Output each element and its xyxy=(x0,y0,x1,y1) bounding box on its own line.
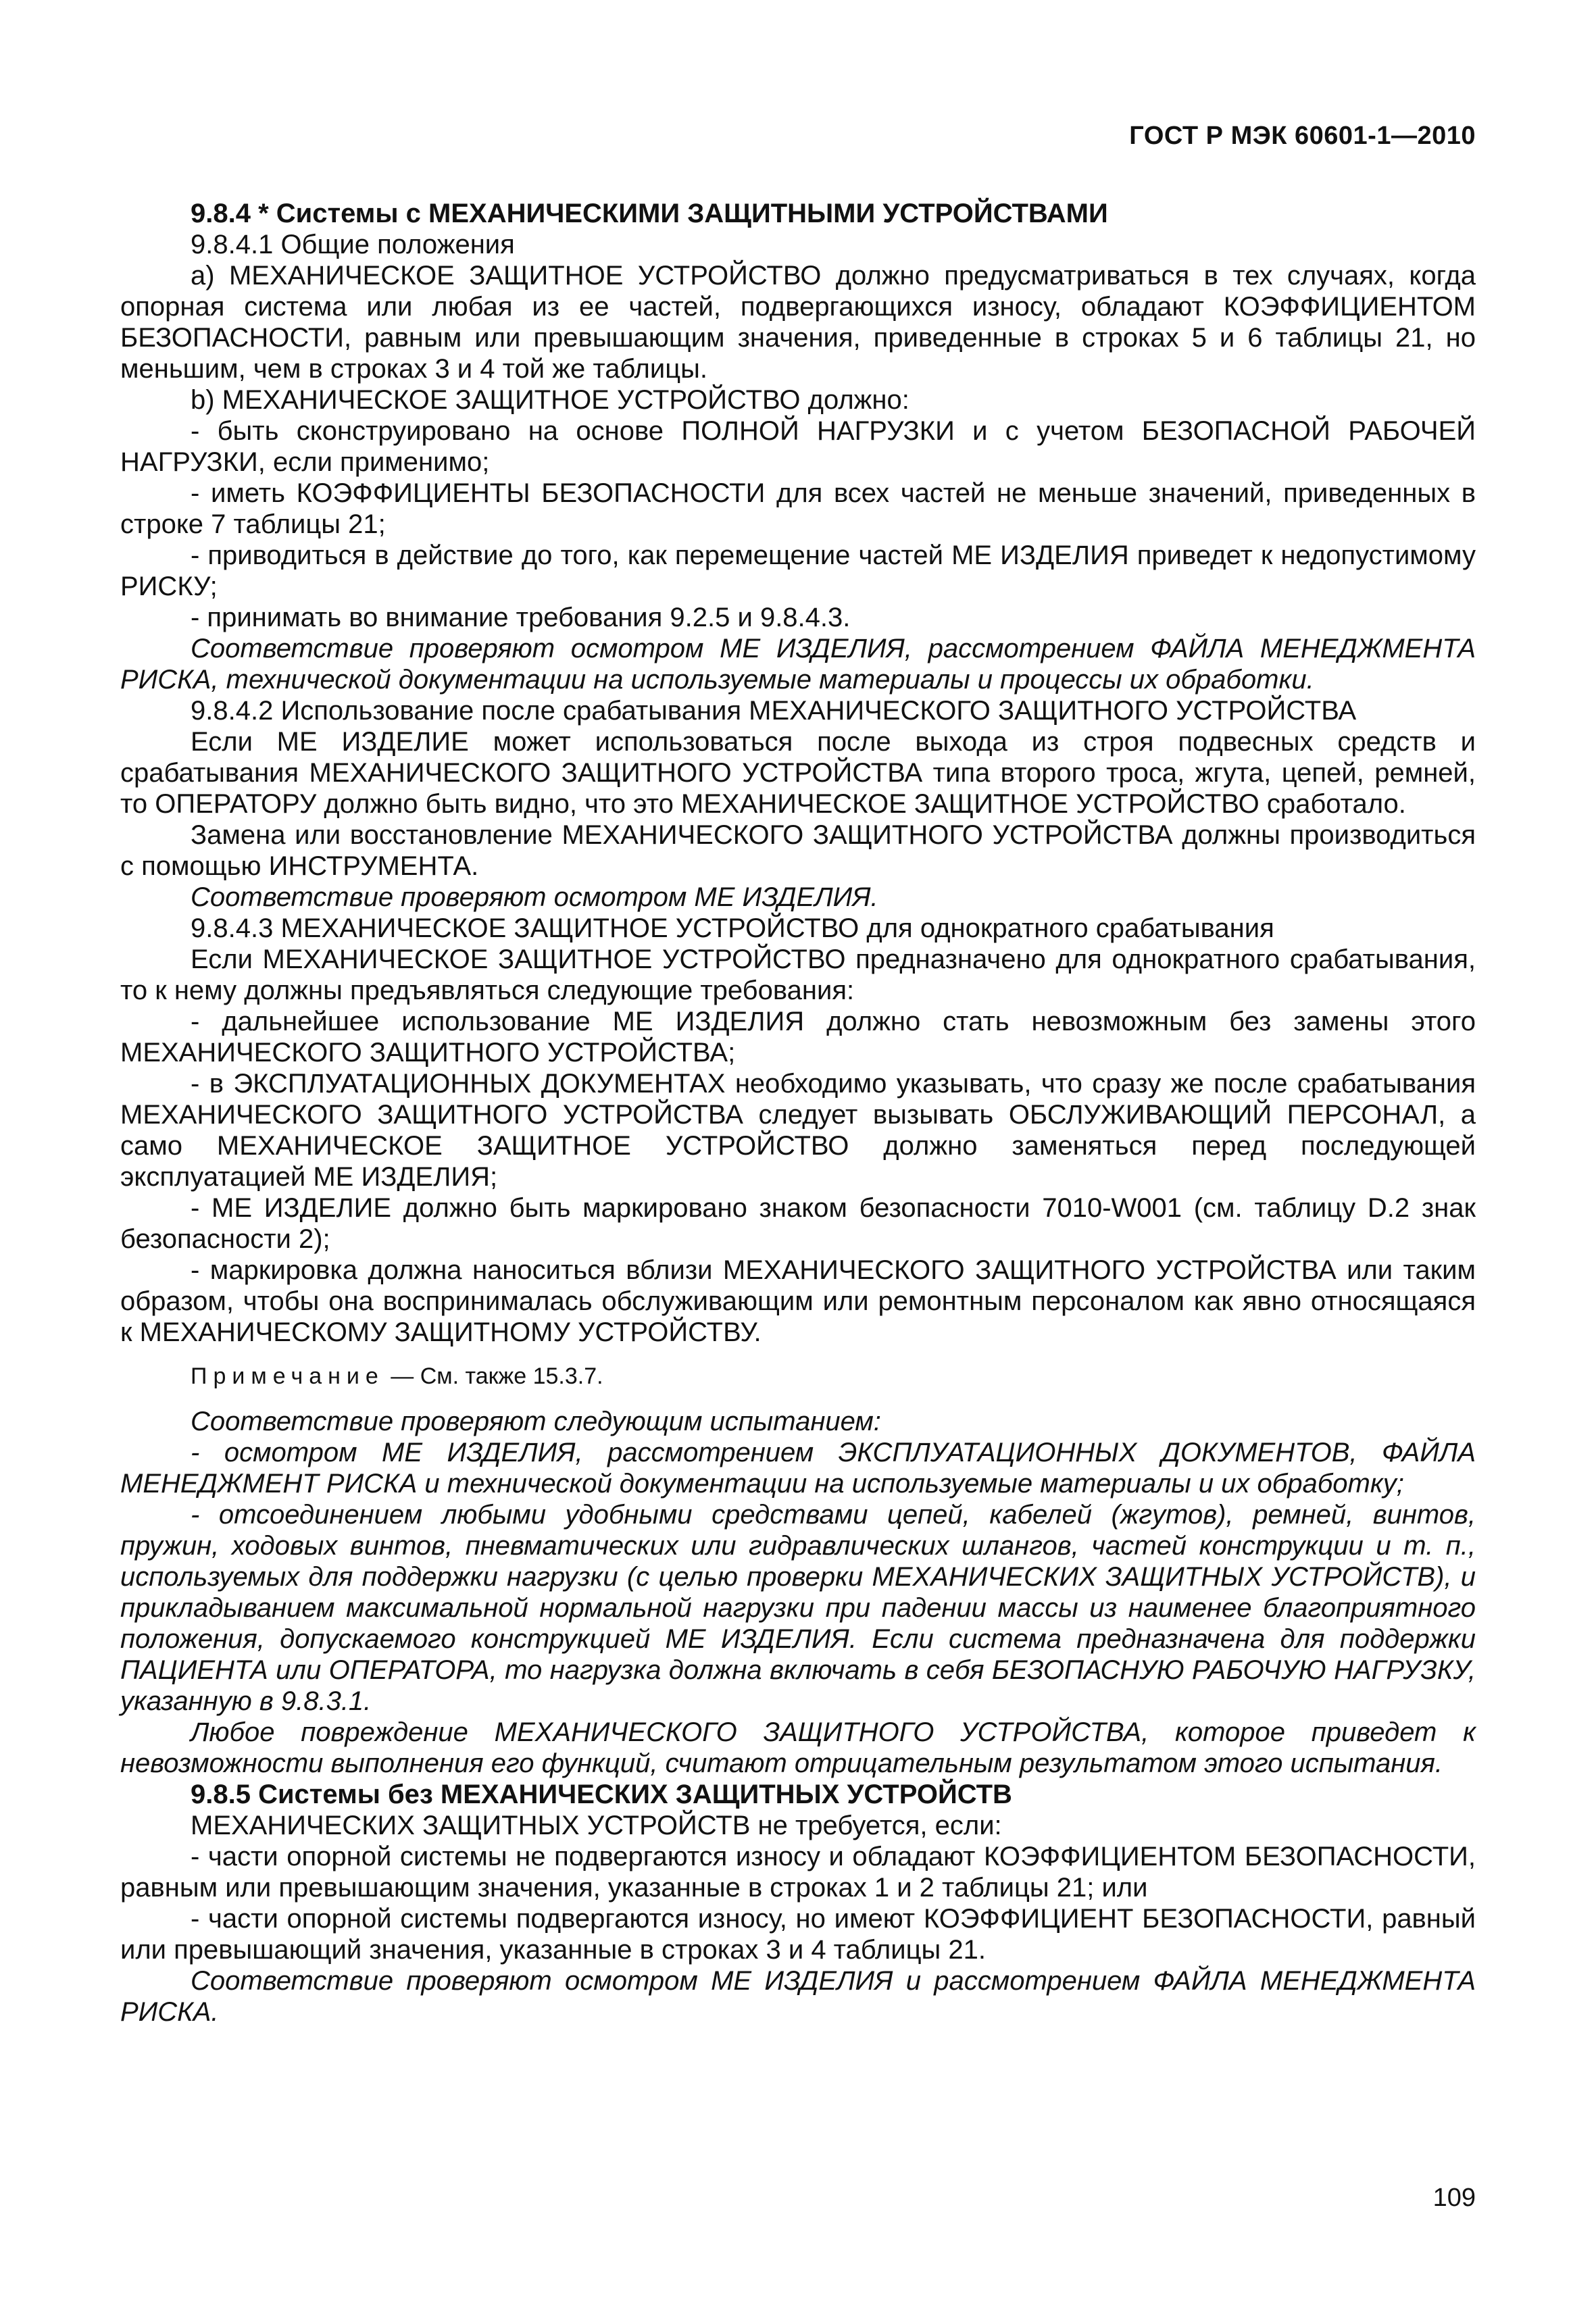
note-label: Примечание xyxy=(191,1363,384,1389)
paragraph: - быть сконструировано на основе ПОЛНОЙ НАГРУЗКИ и с учетом БЕЗОПАСНОЙ РАБОЧЕЙ НАГРУЗКИ, если применимо; xyxy=(120,416,1476,477)
paragraph: - отсоединением любыми удобными средствами цепей, кабелей (жгутов), ремней, винтов, пружин, ходовых винтов, пневматических или гидравлических шлангов, частей конструкции и т. п., используемых для поддержки нагрузки (с целью проверки МЕХАНИЧЕСКИХ ЗАЩИТНЫХ УСТРОЙСТВ), и прикладыванием максимальной нормальной нагрузки при падении массы из наименее благоприятного положения, допускаемого конструкцией МЕ ИЗДЕЛИЯ. Если система предназначена для поддержки ПАЦИЕНТА или ОПЕРАТОРА, то нагрузка должна включать в себя БЕЗОПАСНУЮ РАБОЧУЮ НАГРУЗКУ, указанную в 9.8.3.1. xyxy=(120,1500,1476,1716)
paragraph: b) МЕХАНИЧЕСКОЕ ЗАЩИТНОЕ УСТРОЙСТВО должно: xyxy=(191,385,909,415)
paragraph: МЕХАНИЧЕСКИХ ЗАЩИТНЫХ УСТРОЙСТВ не требуется, если: xyxy=(191,1811,1002,1840)
note-text: — См. также 15.3.7. xyxy=(384,1363,603,1389)
text-section-upper xyxy=(120,198,1476,1348)
paragraph: Соответствие проверяют осмотром МЕ ИЗДЕЛИЯ, рассмотрением ФАЙЛА МЕНЕДЖМЕНТА РИСКА, технической документации на используемые материалы и процессы их обработки. xyxy=(120,634,1476,695)
page-number: 109 xyxy=(1432,2184,1476,2212)
section-heading: 9.8.4 * Системы с МЕХАНИЧЕСКИМИ ЗАЩИТНЫМИ УСТРОЙСТВАМИ xyxy=(191,199,1108,228)
paragraph: - принимать во внимание требования 9.2.5 и 9.8.4.3. xyxy=(191,603,851,632)
page-content xyxy=(120,198,1476,2028)
section-heading: 9.8.5 Системы без МЕХАНИЧЕСКИХ ЗАЩИТНЫХ УСТРОЙСТВ xyxy=(191,1780,1012,1809)
paragraph: 9.8.4.3 МЕХАНИЧЕСКОЕ ЗАЩИТНОЕ УСТРОЙСТВО для однократного срабатывания xyxy=(191,913,1274,943)
paragraph: 9.8.4.2 Использование после срабатывания МЕХАНИЧЕСКОГО ЗАЩИТНОГО УСТРОЙСТВА xyxy=(191,696,1357,726)
paragraph: Соответствие проверяют следующим испытанием: xyxy=(191,1407,881,1436)
paragraph: - приводиться в действие до того, как перемещение частей МЕ ИЗДЕЛИЯ приведет к недопустимому РИСКУ; xyxy=(120,540,1476,601)
text-section-lower xyxy=(120,1406,1476,2028)
paragraph: - части опорной системы подвергаются износу, но имеют КОЭФФИЦИЕНТ БЕЗОПАСНОСТИ, равный или превышающий значения, указанные в строках 3 и 4 таблицы 21. xyxy=(120,1904,1476,1965)
paragraph: - в ЭКСПЛУАТАЦИОННЫХ ДОКУМЕНТАХ необходимо указывать, что сразу же после срабатывания МЕХАНИЧЕСКОГО ЗАЩИТНОГО УСТРОЙСТВА следует вызывать ОБСЛУЖИВАЮЩИЙ ПЕРСОНАЛ, а само МЕХАНИЧЕСКОЕ ЗАЩИТНОЕ УСТРОЙСТВО должно заменяться перед последующей эксплуатацией МЕ ИЗДЕЛИЯ; xyxy=(120,1069,1476,1192)
paragraph: - маркировка должна наноситься вблизи МЕХАНИЧЕСКОГО ЗАЩИТНОГО УСТРОЙСТВА или таким образом, чтобы она воспринималась обслуживающим или ремонтным персоналом как явно относящаяся к МЕХАНИЧЕСКОМУ ЗАЩИТНОМУ УСТРОЙСТВУ. xyxy=(120,1255,1476,1347)
paragraph: Замена или восстановление МЕХАНИЧЕСКОГО ЗАЩИТНОГО УСТРОЙСТВА должны производиться с помощью ИНСТРУМЕНТА. xyxy=(120,820,1476,881)
paragraph: - дальнейшее использование МЕ ИЗДЕЛИЯ должно стать невозможным без замены этого МЕХАНИЧЕСКОГО ЗАЩИТНОГО УСТРОЙСТВА; xyxy=(120,1007,1476,1067)
paragraph: Соответствие проверяют осмотром МЕ ИЗДЕЛИЯ и рассмотрением ФАЙЛА МЕНЕДЖМЕНТА РИСКА. xyxy=(120,1966,1476,2027)
note xyxy=(120,1363,1476,1390)
paragraph: - части опорной системы не подвергаются износу и обладают КОЭФФИЦИЕНТОМ БЕЗОПАСНОСТИ, равным или превышающим значения, указанные в строках 1 и 2 таблицы 21; или xyxy=(120,1842,1476,1903)
paragraph: - осмотром МЕ ИЗДЕЛИЯ, рассмотрением ЭКСПЛУАТАЦИОННЫХ ДОКУМЕНТОВ, ФАЙЛА МЕНЕДЖМЕНТ РИСКА и технической документации на используемые материалы и их обработку; xyxy=(120,1438,1476,1499)
paragraph: - МЕ ИЗДЕЛИЕ должно быть маркировано знаком безопасности 7010-W001 (см. таблицу D.2 знак безопасности 2); xyxy=(120,1193,1476,1254)
paragraph: Любое повреждение МЕХАНИЧЕСКОГО ЗАЩИТНОГО УСТРОЙСТВА, которое приведет к невозможности выполнения его функций, считают отрицательным результатом этого испытания. xyxy=(120,1717,1476,1778)
paragraph: Если МЕ ИЗДЕЛИЕ может использоваться после выхода из строя подвесных средств и срабатывания МЕХАНИЧЕСКОГО ЗАЩИТНОГО УСТРОЙСТВА типа второго троса, жгута, цепей, ремней, то ОПЕРАТОРУ должно быть видно, что это МЕХАНИЧЕСКОЕ ЗАЩИТНОЕ УСТРОЙСТВО сработало. xyxy=(120,727,1476,819)
paragraph: - иметь КОЭФФИЦИЕНТЫ БЕЗОПАСНОСТИ для всех частей не меньше значений, приведенных в строке 7 таблицы 21; xyxy=(120,478,1476,539)
paragraph: 9.8.4.1 Общие положения xyxy=(191,230,515,259)
document-header: ГОСТ Р МЭК 60601-1—2010 xyxy=(1129,122,1476,150)
paragraph: Если МЕХАНИЧЕСКОЕ ЗАЩИТНОЕ УСТРОЙСТВО предназначено для однократного срабатывания, то к нему должны предъявляться следующие требования: xyxy=(120,945,1476,1005)
paragraph: a) МЕХАНИЧЕСКОЕ ЗАЩИТНОЕ УСТРОЙСТВО должно предусматриваться в тех случаях, когда опорная система или любая из ее частей, подвергающихся износу, обладают КОЭФФИЦИЕНТОМ БЕЗОПАСНОСТИ, равным или превышающим значения, приведенные в строках 5 и 6 таблицы 21, но меньшим, чем в строках 3 и 4 той же таблицы. xyxy=(120,261,1476,384)
paragraph: Соответствие проверяют осмотром МЕ ИЗДЕЛИЯ. xyxy=(191,882,878,912)
